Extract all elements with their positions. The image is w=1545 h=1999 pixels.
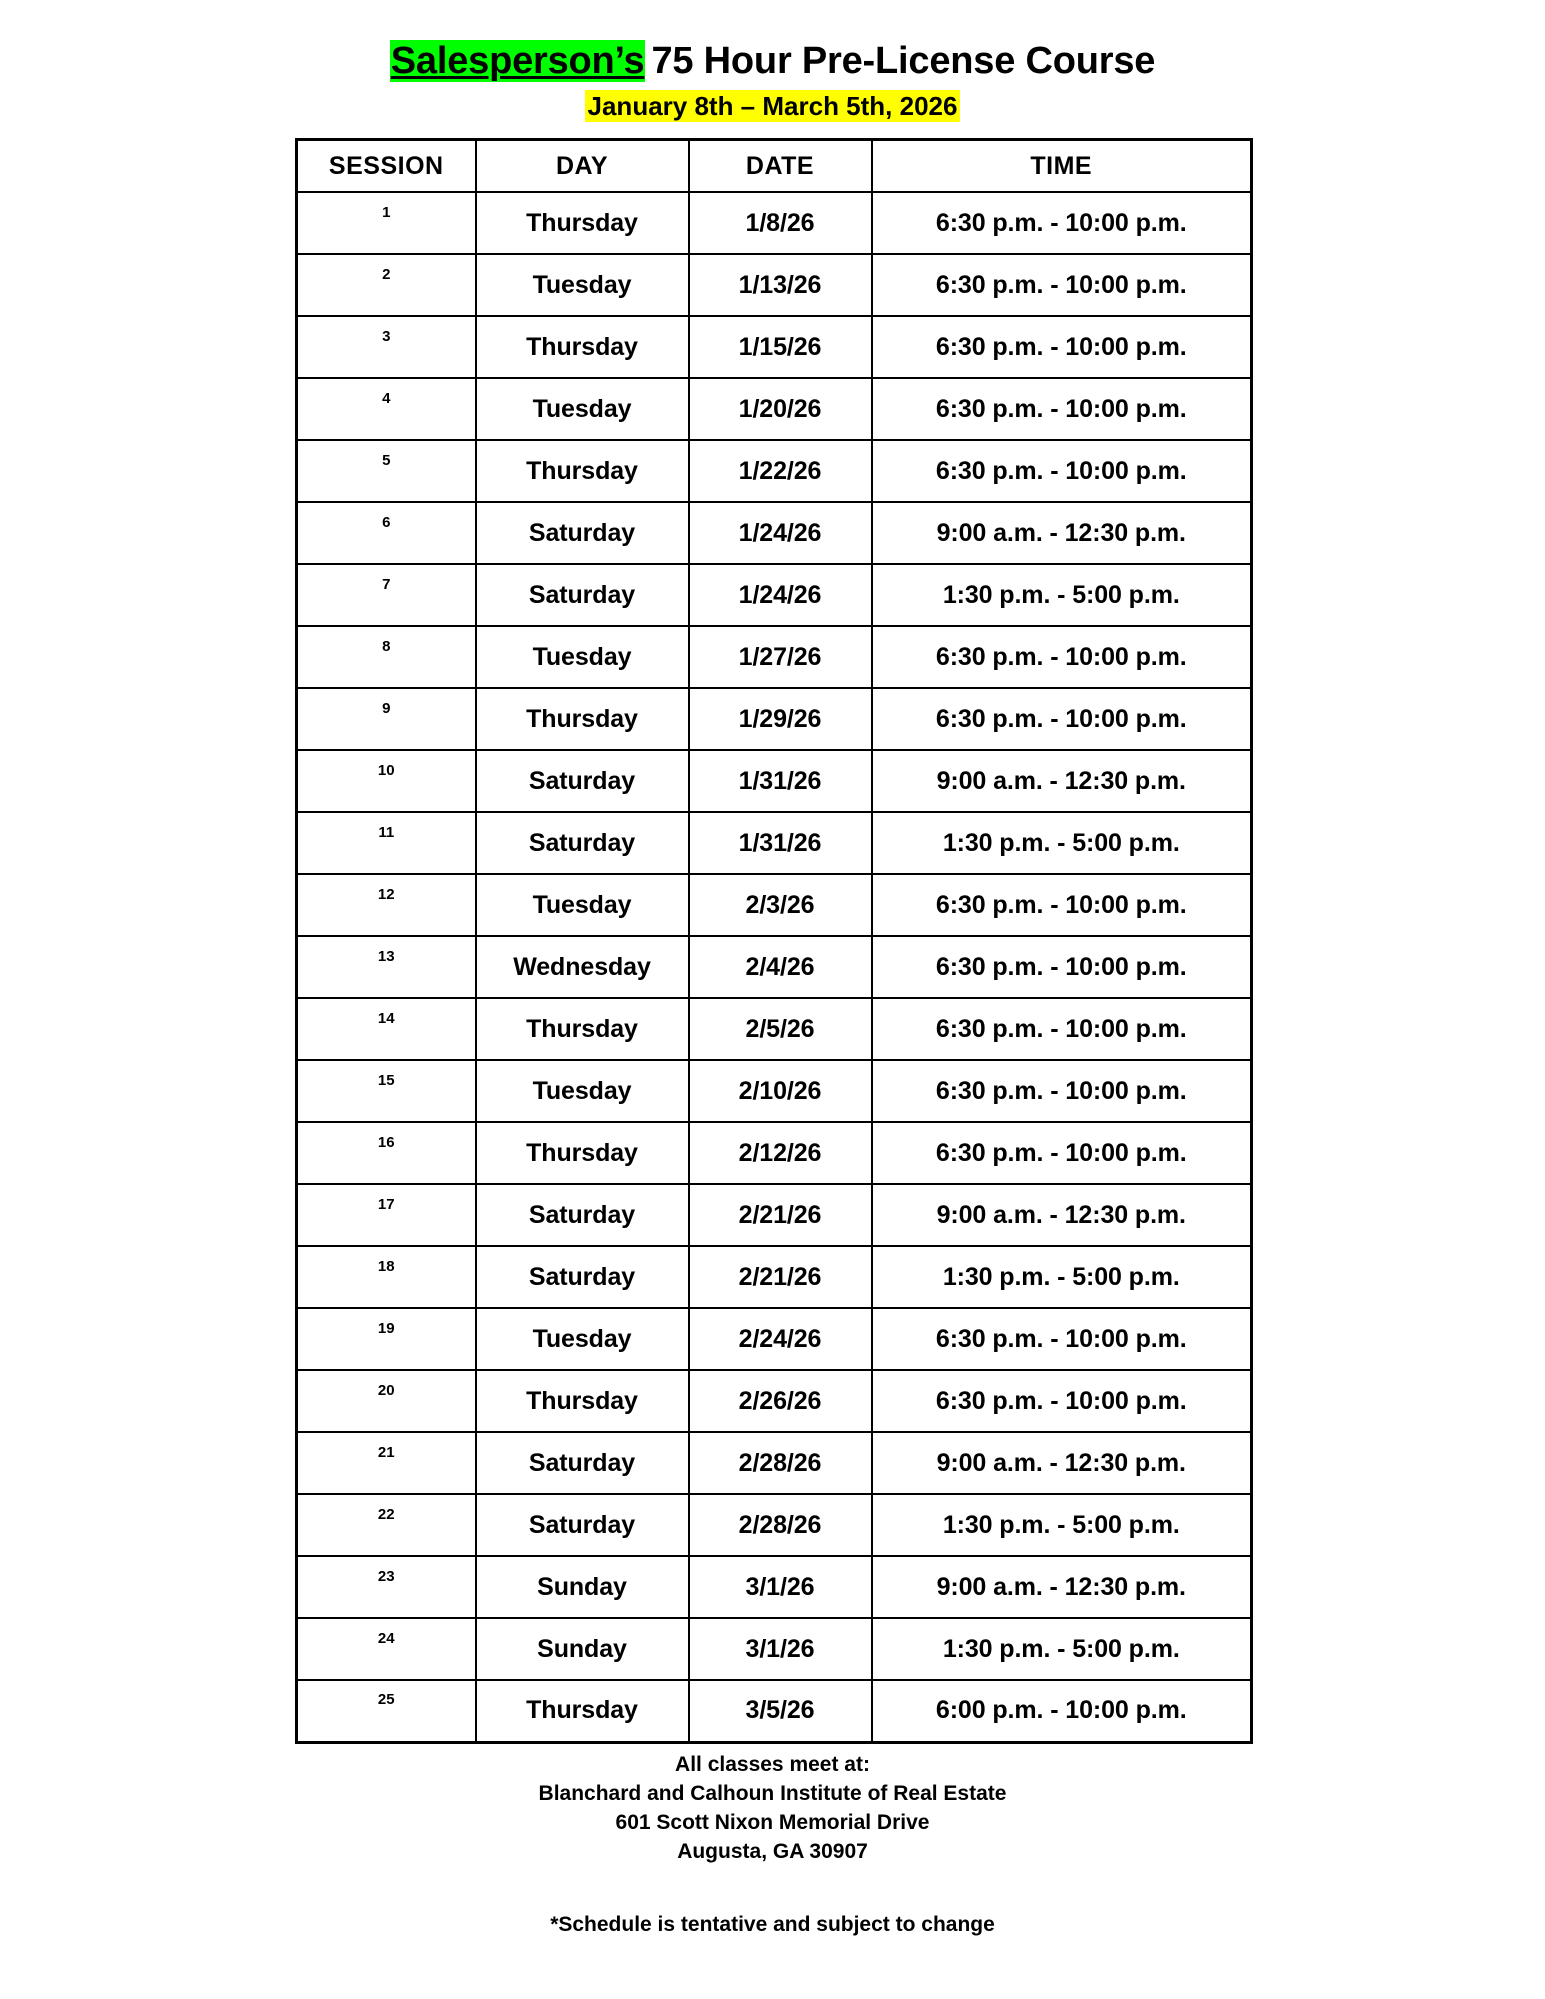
- table-row: [297, 688, 1252, 750]
- cell-time: 9:00 a.m. - 12:30 p.m.: [872, 1432, 1252, 1494]
- column-header-time: TIME: [872, 140, 1252, 193]
- cell-time: 6:30 p.m. - 10:00 p.m.: [872, 1308, 1252, 1370]
- cell-day: Saturday: [476, 812, 689, 874]
- session-number: 7: [382, 575, 391, 593]
- session-number: 20: [377, 1381, 395, 1399]
- table-row: [297, 254, 1252, 316]
- cell-time: 9:00 a.m. - 12:30 p.m.: [872, 1556, 1252, 1618]
- session-number: 13: [377, 947, 395, 965]
- table-row: [297, 1494, 1252, 1556]
- table-row: [297, 1556, 1252, 1618]
- table-row: [297, 564, 1252, 626]
- cell-time: 6:30 p.m. - 10:00 p.m.: [872, 254, 1252, 316]
- session-number: 2: [382, 265, 391, 283]
- cell-time: 1:30 p.m. - 5:00 p.m.: [872, 1494, 1252, 1556]
- cell-date: 3/1/26: [689, 1556, 872, 1618]
- session-number: 12: [377, 885, 395, 903]
- cell-day: Thursday: [476, 1122, 689, 1184]
- cell-day: Sunday: [476, 1618, 689, 1680]
- cell-day: Tuesday: [476, 626, 689, 688]
- column-header-date: DATE: [689, 140, 872, 193]
- cell-date: 2/5/26: [689, 998, 872, 1060]
- date-range-text: January 8th – March 5th, 2026: [585, 90, 961, 122]
- cell-session: [297, 998, 476, 1060]
- cell-date: 2/21/26: [689, 1246, 872, 1308]
- session-number: 18: [377, 1257, 395, 1275]
- cell-day: Thursday: [476, 1370, 689, 1432]
- cell-date: 2/4/26: [689, 936, 872, 998]
- cell-time: 6:30 p.m. - 10:00 p.m.: [872, 998, 1252, 1060]
- cell-day: Tuesday: [476, 1308, 689, 1370]
- cell-time: 6:30 p.m. - 10:00 p.m.: [872, 316, 1252, 378]
- session-number: 3: [382, 327, 391, 345]
- cell-day: Thursday: [476, 1680, 689, 1742]
- cell-time: 6:30 p.m. - 10:00 p.m.: [872, 874, 1252, 936]
- cell-session: [297, 1618, 476, 1680]
- cell-time: 6:30 p.m. - 10:00 p.m.: [872, 936, 1252, 998]
- footer-disclaimer: *Schedule is tentative and subject to change: [550, 1912, 995, 1936]
- cell-date: 2/28/26: [689, 1432, 872, 1494]
- session-number: 10: [377, 761, 395, 779]
- session-number: 25: [377, 1691, 395, 1709]
- cell-day: Thursday: [476, 192, 689, 254]
- footer-city-state-zip: Augusta, GA 30907: [677, 1839, 868, 1863]
- session-number: 9: [382, 699, 391, 717]
- cell-session: [297, 1308, 476, 1370]
- cell-session: [297, 378, 476, 440]
- cell-session: [297, 874, 476, 936]
- footer-meet-at: All classes meet at:: [675, 1752, 870, 1776]
- cell-date: 3/1/26: [689, 1618, 872, 1680]
- cell-time: 1:30 p.m. - 5:00 p.m.: [872, 1618, 1252, 1680]
- cell-time: 6:00 p.m. - 10:00 p.m.: [872, 1680, 1252, 1742]
- session-number: 16: [377, 1133, 395, 1151]
- cell-time: 9:00 a.m. - 12:30 p.m.: [872, 502, 1252, 564]
- table-row: [297, 1618, 1252, 1680]
- table-row: [297, 440, 1252, 502]
- session-number: 4: [382, 389, 391, 407]
- cell-day: Saturday: [476, 502, 689, 564]
- table-row: [297, 626, 1252, 688]
- cell-session: [297, 1494, 476, 1556]
- table-row: [297, 502, 1252, 564]
- cell-day: Thursday: [476, 998, 689, 1060]
- cell-day: Tuesday: [476, 254, 689, 316]
- cell-time: 6:30 p.m. - 10:00 p.m.: [872, 688, 1252, 750]
- cell-time: 1:30 p.m. - 5:00 p.m.: [872, 1246, 1252, 1308]
- cell-date: 2/24/26: [689, 1308, 872, 1370]
- cell-day: Saturday: [476, 1494, 689, 1556]
- table-row: [297, 1060, 1252, 1122]
- session-number: 8: [382, 637, 391, 655]
- cell-time: 6:30 p.m. - 10:00 p.m.: [872, 1370, 1252, 1432]
- table-row: [297, 1680, 1252, 1742]
- cell-session: [297, 254, 476, 316]
- cell-time: 9:00 a.m. - 12:30 p.m.: [872, 1184, 1252, 1246]
- cell-day: Saturday: [476, 1432, 689, 1494]
- schedule-table-container: [295, 138, 1250, 1744]
- page-subtitle: [0, 92, 1545, 121]
- cell-time: 6:30 p.m. - 10:00 p.m.: [872, 1122, 1252, 1184]
- cell-date: 1/20/26: [689, 378, 872, 440]
- cell-time: 6:30 p.m. - 10:00 p.m.: [872, 1060, 1252, 1122]
- cell-date: 1/31/26: [689, 750, 872, 812]
- cell-date: 1/24/26: [689, 502, 872, 564]
- table-row: [297, 998, 1252, 1060]
- cell-date: 1/13/26: [689, 254, 872, 316]
- cell-session: [297, 440, 476, 502]
- header-row: [297, 140, 1252, 193]
- cell-session: [297, 936, 476, 998]
- cell-date: 2/21/26: [689, 1184, 872, 1246]
- title-highlighted-text: Salesperson’s: [390, 40, 645, 82]
- table-row: [297, 1308, 1252, 1370]
- title-block: [0, 0, 1545, 120]
- schedule-table: [295, 138, 1253, 1744]
- cell-time: 6:30 p.m. - 10:00 p.m.: [872, 440, 1252, 502]
- footer-street-address: 601 Scott Nixon Memorial Drive: [615, 1810, 930, 1834]
- table-row: [297, 936, 1252, 998]
- session-number: 15: [377, 1071, 395, 1089]
- cell-date: 2/3/26: [689, 874, 872, 936]
- cell-day: Thursday: [476, 440, 689, 502]
- cell-date: 2/28/26: [689, 1494, 872, 1556]
- table-row: [297, 1246, 1252, 1308]
- cell-session: [297, 1556, 476, 1618]
- session-number: 11: [378, 823, 395, 841]
- table-header: [297, 140, 1252, 193]
- session-number: 19: [377, 1319, 395, 1337]
- cell-date: 2/10/26: [689, 1060, 872, 1122]
- cell-day: Saturday: [476, 1246, 689, 1308]
- cell-day: Saturday: [476, 750, 689, 812]
- column-header-day: DAY: [476, 140, 689, 193]
- cell-date: 1/22/26: [689, 440, 872, 502]
- cell-day: Tuesday: [476, 378, 689, 440]
- table-row: [297, 1184, 1252, 1246]
- session-number: 21: [377, 1443, 395, 1461]
- cell-session: [297, 564, 476, 626]
- cell-session: [297, 812, 476, 874]
- table-body: [297, 192, 1252, 1742]
- table-row: [297, 316, 1252, 378]
- session-number: 23: [377, 1567, 395, 1585]
- cell-date: 1/8/26: [689, 192, 872, 254]
- table-row: [297, 378, 1252, 440]
- session-number: 24: [377, 1629, 395, 1647]
- cell-session: [297, 1184, 476, 1246]
- cell-date: 1/27/26: [689, 626, 872, 688]
- session-number: 22: [377, 1505, 395, 1523]
- cell-session: [297, 626, 476, 688]
- cell-date: 1/31/26: [689, 812, 872, 874]
- cell-date: 2/12/26: [689, 1122, 872, 1184]
- session-number: 17: [377, 1195, 395, 1213]
- cell-time: 6:30 p.m. - 10:00 p.m.: [872, 626, 1252, 688]
- footer-block: [0, 1751, 1545, 1937]
- cell-session: [297, 1432, 476, 1494]
- cell-day: Saturday: [476, 1184, 689, 1246]
- cell-day: Wednesday: [476, 936, 689, 998]
- cell-day: Tuesday: [476, 1060, 689, 1122]
- cell-time: 9:00 a.m. - 12:30 p.m.: [872, 750, 1252, 812]
- cell-day: Thursday: [476, 316, 689, 378]
- session-number: 5: [382, 451, 391, 469]
- title-remainder-text: 75 Hour Pre-License Course: [651, 40, 1156, 82]
- cell-time: 6:30 p.m. - 10:00 p.m.: [872, 192, 1252, 254]
- cell-session: [297, 688, 476, 750]
- cell-date: 1/15/26: [689, 316, 872, 378]
- table-row: [297, 192, 1252, 254]
- table-row: [297, 812, 1252, 874]
- cell-day: Saturday: [476, 564, 689, 626]
- cell-session: [297, 1370, 476, 1432]
- cell-date: 2/26/26: [689, 1370, 872, 1432]
- cell-day: Sunday: [476, 1556, 689, 1618]
- cell-session: [297, 192, 476, 254]
- cell-time: 1:30 p.m. - 5:00 p.m.: [872, 564, 1252, 626]
- cell-time: 6:30 p.m. - 10:00 p.m.: [872, 378, 1252, 440]
- cell-date: 1/29/26: [689, 688, 872, 750]
- table-row: [297, 874, 1252, 936]
- cell-time: 1:30 p.m. - 5:00 p.m.: [872, 812, 1252, 874]
- cell-date: 3/5/26: [689, 1680, 872, 1742]
- cell-session: [297, 1246, 476, 1308]
- table-row: [297, 1370, 1252, 1432]
- cell-session: [297, 1060, 476, 1122]
- table-row: [297, 750, 1252, 812]
- cell-session: [297, 750, 476, 812]
- cell-date: 1/24/26: [689, 564, 872, 626]
- footer-institute-name: Blanchard and Calhoun Institute of Real Estate: [538, 1781, 1007, 1805]
- cell-day: Tuesday: [476, 874, 689, 936]
- cell-session: [297, 1122, 476, 1184]
- cell-day: Thursday: [476, 688, 689, 750]
- table-row: [297, 1122, 1252, 1184]
- session-number: 1: [382, 203, 391, 221]
- table-row: [297, 1432, 1252, 1494]
- session-number: 14: [377, 1009, 395, 1027]
- page-title: [0, 40, 1545, 83]
- session-number: 6: [382, 513, 391, 531]
- cell-session: [297, 502, 476, 564]
- column-header-session: SESSION: [297, 140, 476, 193]
- cell-session: [297, 1680, 476, 1742]
- cell-session: [297, 316, 476, 378]
